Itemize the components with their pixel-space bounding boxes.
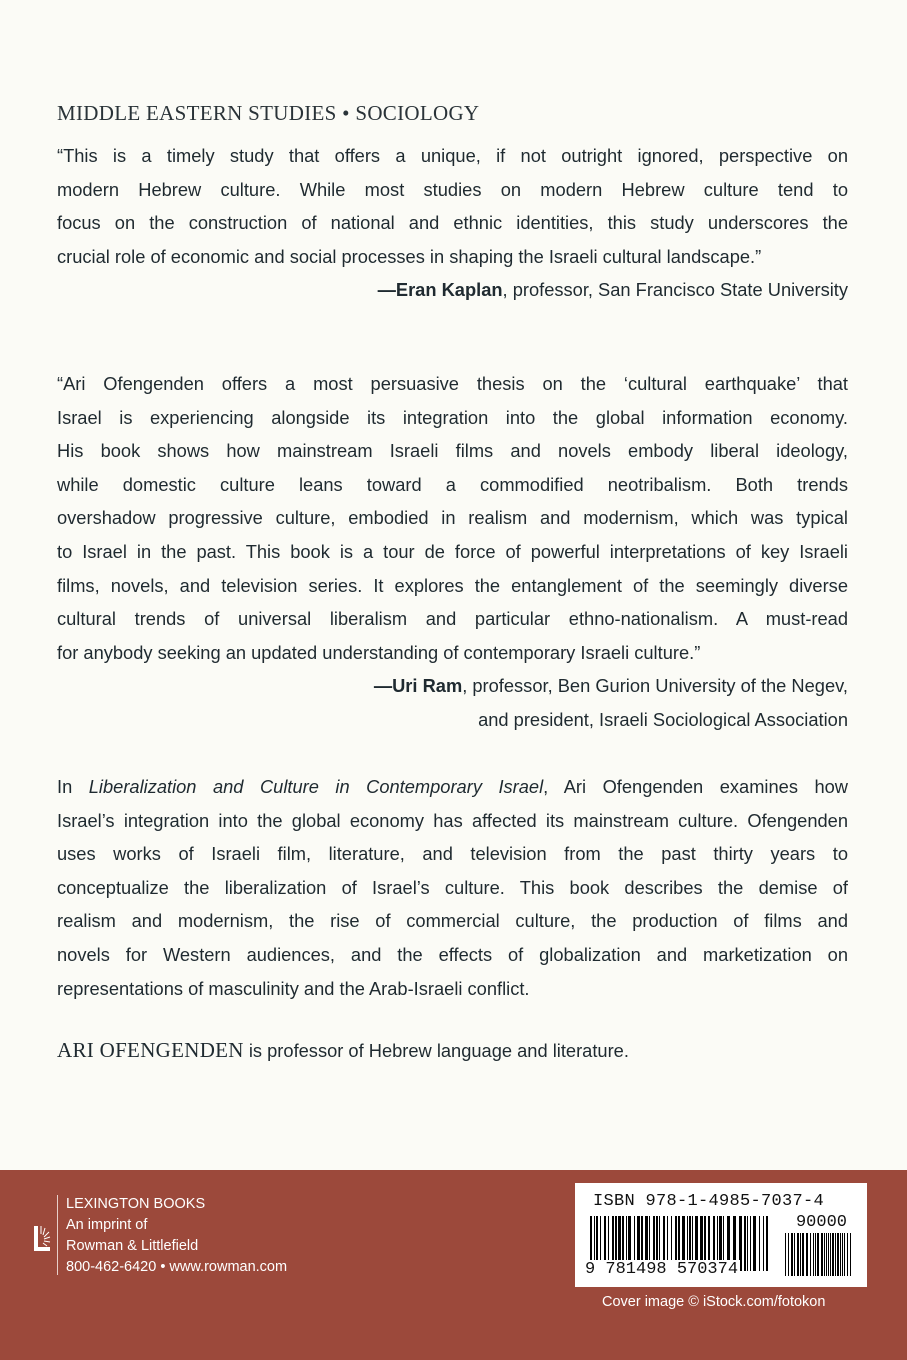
text-line: films, novels, and television series. It explores the entanglement of the seemingly diverse [57,574,848,596]
quote-lines [57,367,848,669]
barcode-bar [747,1216,748,1271]
author-name: ARI OFENGENDEN [57,1038,244,1062]
text-line: cultural trends of universal liberalism and particular ethno-nationalism. A must-read [57,608,848,630]
text-line: novels for Western audiences, and the effects of globalization and marketization on [57,943,848,965]
barcode-bar [800,1233,801,1276]
text-line: while domestic culture leans toward a commodified neotribalism. Both trends [57,473,848,495]
publisher-name: LEXINGTON BOOKS [66,1196,206,1212]
text-line: crucial role of economic and social processes in shaping the Israeli cultural landscape.” [57,245,762,267]
author-bio [57,1038,629,1063]
barcode-bar [824,1233,825,1276]
barcode-bar [840,1233,841,1276]
description-lines [57,804,848,1006]
attribution-line [57,669,848,703]
barcode-bar [791,1233,793,1276]
barcode-bar [826,1233,827,1276]
barcode-bar [844,1233,845,1276]
barcode-bar [806,1233,808,1276]
barcode-bar [850,1233,851,1276]
barcode-bar [810,1233,811,1276]
barcode-bar [815,1233,816,1276]
quote-kaplan [57,139,848,307]
endorser-title: , professor, San Francisco State University [502,279,848,301]
attribution-line [57,703,848,737]
barcode-bar [753,1216,756,1271]
text-line: to Israel in the past. This book is a tour de force of powerful interpretations of key Israeli [57,540,848,562]
text-line: Israel’s integration into the global economy has affected its mainstream culture. Ofengenden [57,809,848,831]
text-line: “This is a timely study that offers a unique, if not outright ignored, perspective on [57,145,848,166]
barcode-bar [766,1216,768,1271]
subject-category: MIDDLE EASTERN STUDIES • SOCIOLOGY [57,101,480,125]
parent-publisher: Rowman & Littlefield [66,1238,199,1254]
cover-image-credit: Cover image © iStock.com/fotokon [602,1294,826,1310]
barcode-bar [750,1216,751,1271]
text-line: focus on the construction of national and ethnic identities, this study underscores the [57,212,848,234]
imprint-text: An imprint of [66,1217,148,1233]
barcode-bar [828,1233,829,1276]
barcode-bar [842,1233,843,1276]
endorser-title: and president, Israeli Sociological Association [478,708,848,730]
endorser-name: —Uri Ram [373,675,463,697]
barcode-bar [813,1233,814,1276]
divider [57,1195,58,1275]
text-line: His book shows how mainstream Israeli films and novels embody liberal ideology, [57,440,848,462]
ean-digits: 9 781498 570374 [585,1260,739,1279]
endorser-title: , professor, Ben Gurion University of the Negev, [462,675,848,697]
description-line [57,770,848,804]
barcode-bar [802,1233,804,1276]
barcode-bar [847,1233,848,1276]
isbn-text: ISBN 978-1-4985-7037-4 [593,1192,825,1211]
book-description [57,770,848,1005]
quote-ram [57,367,848,737]
endorser-name: —Eran Kaplan [377,279,503,301]
barcode-bar [817,1233,819,1276]
barcode-bar [763,1216,764,1271]
barcode-bar [759,1216,760,1271]
quote-attribution [57,669,848,736]
text: , Ari Ofengenden examines how [543,776,848,797]
text-line: uses works of Israeli film, literature, and television from the past thirty years to [57,843,848,865]
text-line: overshadow progressive culture, embodied in realism and modernism, which was typical [57,507,848,529]
publisher-contact: 800-462-6420 • www.rowman.com [66,1259,288,1275]
barcode-bar [832,1233,834,1276]
footer-band [0,1170,907,1360]
lexington-logo-icon [32,1222,52,1252]
quote-attribution [57,273,848,307]
barcode-bar [788,1233,789,1276]
barcode-bar [794,1233,795,1276]
text: In [57,776,89,797]
barcode-bar [797,1233,799,1276]
quote-lines [57,139,848,273]
text-line: representations of masculinity and the Arab-Israeli conflict. [57,977,530,999]
barcode-bar [830,1233,831,1276]
barcode-bar [744,1216,746,1271]
text-line: conceptualize the liberalization of Israel’s culture. This book describes the demise of [57,876,848,898]
barcode-bar [821,1233,823,1276]
barcode-bar [785,1233,786,1276]
barcode-bar [837,1233,839,1276]
text-line: for anybody seeking an updated understanding of contemporary Israeli culture.” [57,641,701,663]
attribution-line [57,273,848,307]
barcode-bar [835,1233,836,1276]
author-bio-text: is professor of Hebrew language and literature. [243,1040,629,1061]
text-line: Israel is experiencing alongside its integration into the global information economy. [57,406,848,428]
book-title: Liberalization and Culture in Contemporary Israel [88,776,544,797]
text-line: “Ari Ofengenden offers a most persuasive thesis on the ‘cultural earthquake’ that [57,373,848,394]
text-line: realism and modernism, the rise of commercial culture, the production of films and [57,910,848,932]
isbn-barcode [575,1183,867,1287]
publisher-info [66,1194,287,1278]
price-code: 90000 [795,1213,847,1232]
text-line: modern Hebrew culture. While most studies on modern Hebrew culture tend to [57,178,848,200]
